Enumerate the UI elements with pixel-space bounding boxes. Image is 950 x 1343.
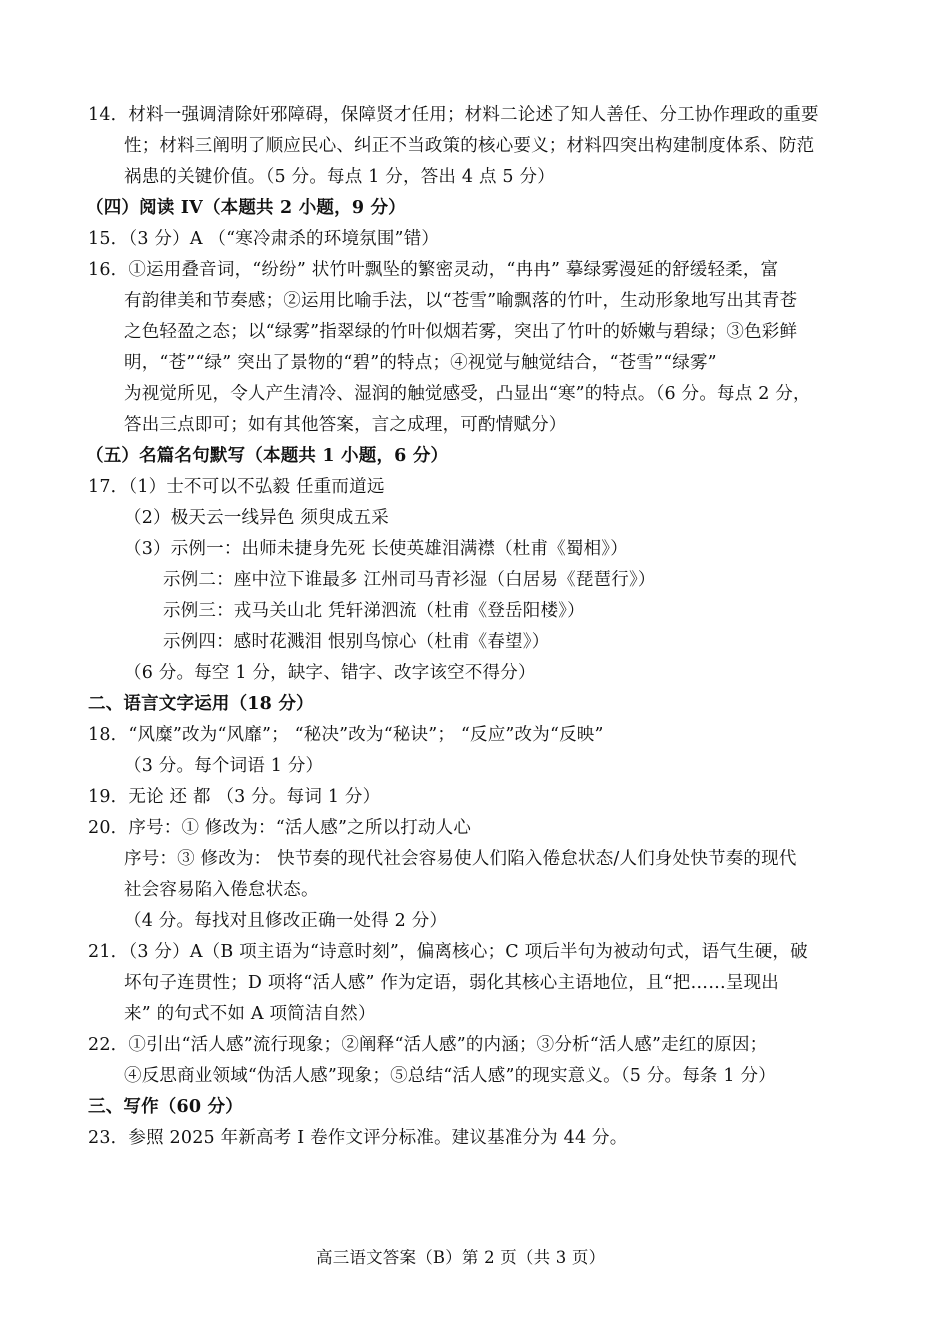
section-reading-iv-heading: （四）阅读 IV（本题共 2 小题，9 分） xyxy=(86,198,406,218)
section-language-use-heading: 二、语言文字运用（18 分） xyxy=(88,694,314,714)
q20-line-2: 序号：③ 修改为： 快节奏的现代社会容易使人们陷入倦怠状态/人们身处快节奏的现代 xyxy=(124,849,797,869)
q17-item-2: （2）极天云一线异色 须臾成五采 xyxy=(124,508,389,528)
q17-item-3-example-1: （3）示例一：出师未捷身先死 长使英雄泪满襟（杜甫《蜀相》） xyxy=(124,539,628,559)
q18-scoring-note: （3 分。每个词语 1 分） xyxy=(124,756,324,776)
q17-item-3-example-2: 示例二：座中泣下谁最多 江州司马青衫湿（白居易《琵琶行》） xyxy=(163,570,656,590)
q21-line-3: 来” 的句式不如 A 项简洁自然） xyxy=(124,1004,376,1024)
q15-answer: 15．（3 分）A （“寒冷肃杀的环境氛围”错） xyxy=(88,229,440,249)
q21-line-2: 坏句子连贯性；D 项将“活人感” 作为定语，弱化其核心主语地位，且“把……呈现出 xyxy=(124,973,779,993)
q17-item-3-example-4: 示例四：感时花溅泪 恨别鸟惊心（杜甫《春望》） xyxy=(163,632,550,652)
section-writing-heading: 三、写作（60 分） xyxy=(88,1097,243,1117)
q17-scoring-note: （6 分。每空 1 分，缺字、错字、改字该空不得分） xyxy=(124,663,536,683)
q20-line-1: 20．序号：① 修改为：“活人感”之所以打动人心 xyxy=(88,818,472,838)
q17-item-1: 17．（1）士不可以不弘毅 任重而道远 xyxy=(88,477,385,497)
q21-line-1: 21．（3 分）A（B 项主语为“诗意时刻”，偏离核心；C 项后半句为被动句式，语气生硬，破 xyxy=(88,942,808,962)
q16-line-1: 16．①运用叠音词，“纷纷” 状竹叶飘坠的繁密灵动，“冉冉” 摹绿雾漫延的舒缓轻柔，富 xyxy=(88,260,779,280)
q18-answer: 18．“风糜”改为“风靡”； “秘决”改为“秘诀”； “反应”改为“反映” xyxy=(88,725,604,745)
q16-line-4: 明，“苍”“绿” 突出了景物的“碧”的特点；④视觉与触觉结合，“苍雪”“绿雾” xyxy=(124,353,717,373)
q20-line-3: 社会容易陷入倦怠状态。 xyxy=(124,880,319,900)
q22-line-1: 22．①引出“活人感”流行现象；②阐释“活人感”的内涵；③分析“活人感”走红的原因； xyxy=(88,1035,768,1055)
q20-scoring-note: （4 分。每找对且修改正确一处得 2 分） xyxy=(124,911,448,931)
q16-line-6: 答出三点即可；如有其他答案，言之成理，可酌情赋分） xyxy=(124,415,567,435)
q14-line-3: 祸患的关键价值。（5 分。每点 1 分，答出 4 点 5 分） xyxy=(124,167,555,187)
q16-line-2: 有韵律美和节奏感；②运用比喻手法，以“苍雪”喻飘落的竹叶，生动形象地写出其青苍 xyxy=(124,291,798,311)
q14-line-1: 14．材料一强调清除奸邪障碍，保障贤才任用；材料二论述了知人善任、分工协作理政的重要 xyxy=(88,105,819,125)
q17-item-3-example-3: 示例三：戎马关山北 凭轩涕泗流（杜甫《登岳阳楼》） xyxy=(163,601,585,621)
q22-line-2: ④反思商业领域“伪活人感”现象；⑤总结“活人感”的现实意义。（5 分。每条 1 分） xyxy=(124,1066,776,1086)
q23-answer: 23．参照 2025 年新高考 I 卷作文评分标准。建议基准分为 44 分。 xyxy=(88,1128,628,1148)
q14-line-2: 性；材料三阐明了顺应民心、纠正不当政策的核心要义；材料四突出构建制度体系、防范 xyxy=(124,136,815,156)
q19-answer: 19．无论 还 都 （3 分。每词 1 分） xyxy=(88,787,381,807)
page-footer: 高三语文答案（B）第 2 页（共 3 页） xyxy=(316,1248,606,1267)
q16-line-3: 之色轻盈之态；以“绿雾”指翠绿的竹叶似烟若雾，突出了竹叶的娇嫩与碧绿；③色彩鲜 xyxy=(124,322,798,342)
section-famous-lines-heading: （五）名篇名句默写（本题共 1 小题，6 分） xyxy=(86,446,449,466)
q16-line-5: 为视觉所见，令人产生清冷、湿润的触觉感受，凸显出“寒”的特点。（6 分。每点 2 分， xyxy=(124,384,811,404)
